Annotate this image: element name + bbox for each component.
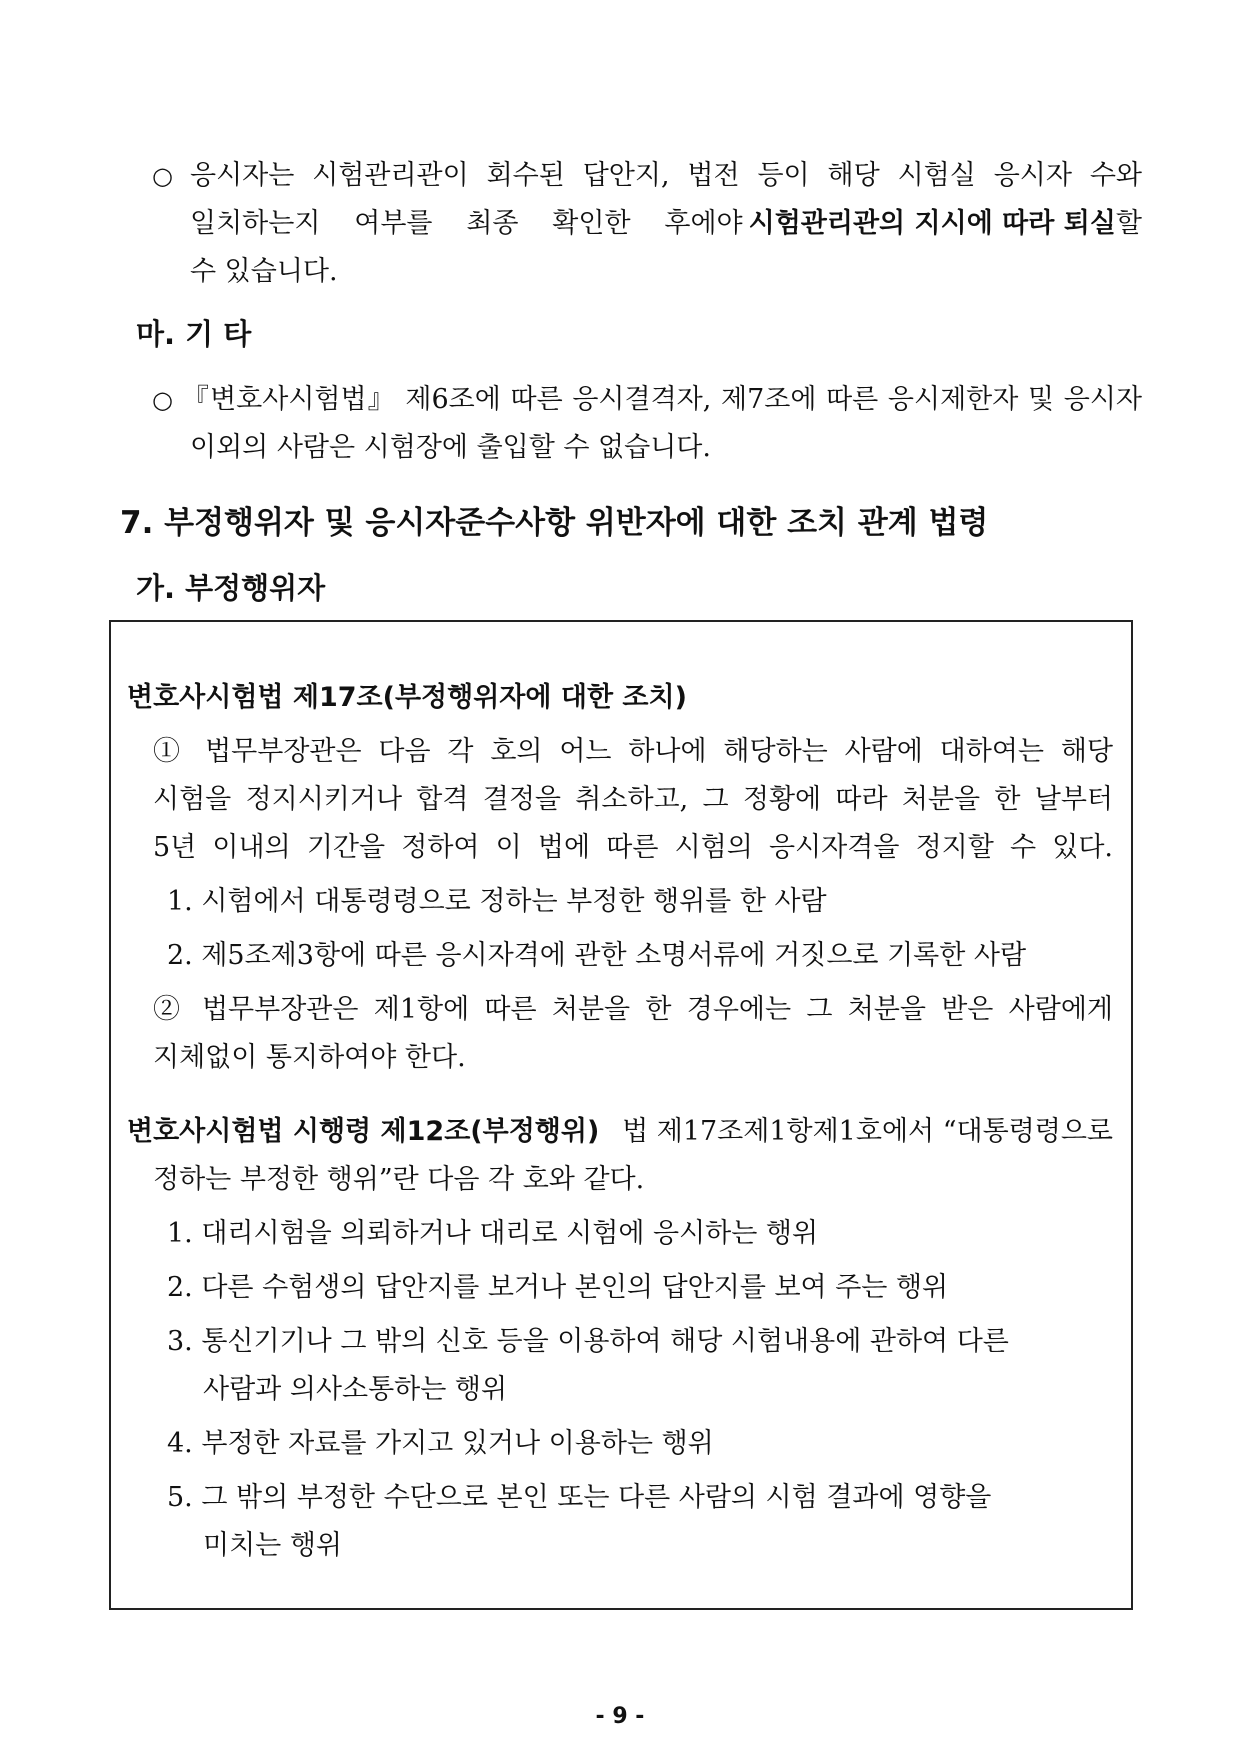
decree-12-item-3-line-1: 3. 통신기기나 그 밖의 신호 등을 이용하여 해당 시험내용에 관하여 다른	[167, 1326, 1009, 1357]
decree-12-item-1: 1. 대리시험을 의뢰하거나 대리로 시험에 응시하는 행위	[167, 1218, 819, 1249]
decree-12-item-5-line-2: 미치는 행위	[203, 1530, 342, 1561]
law-17-p2-line-2: 지체없이 통지하여야 한다.	[153, 1042, 466, 1073]
section-heading-cheaters: 가. 부정행위자	[136, 571, 326, 605]
notice-exit-line-1: 응시자는 시험관리관이 회수된 답안지, 법전 등이 해당 시험실 응시자 수와	[190, 160, 1142, 191]
section-heading-misc: 마. 기 타	[136, 317, 252, 351]
notice-exit-line-2-plain: 일치하는지 여부를 최종 확인한 후에야	[190, 208, 743, 239]
notice-exit-line-2	[190, 200, 1142, 248]
legal-text-box	[109, 620, 1133, 1610]
law-17-item-1: 1. 시험에서 대통령령으로 정하는 부정한 행위를 한 사람	[167, 886, 827, 917]
law-17-p1-line-3: 5년 이내의 기간을 정하여 이 법에 따른 시험의 응시자격을 정지할 수 있다.	[153, 832, 1113, 863]
decree-12-item-2: 2. 다른 수험생의 답안지를 보거나 본인의 답안지를 보여 주는 행위	[167, 1272, 949, 1303]
law-17-title: 변호사시험법 제17조(부정행위자에 대한 조치)	[127, 682, 687, 713]
entry-restriction-line-1: 『변호사시험법』 제6조에 따른 응시결격자, 제7조에 따른 응시제한자 및 응시자	[182, 384, 1142, 415]
law-17-p1-line-1: ① 법무부장관은 다음 각 호의 어느 하나에 해당하는 사람에 대하여는 해당	[153, 736, 1113, 767]
decree-12-title: 변호사시험법 시행령 제12조(부정행위)	[127, 1116, 600, 1147]
decree-12-item-5-line-1: 5. 그 밖의 부정한 수단으로 본인 또는 다른 사람의 시험 결과에 영향을	[167, 1482, 992, 1513]
decree-12-item-3-line-2: 사람과 의사소통하는 행위	[203, 1374, 508, 1405]
entry-restriction-line-2: 이외의 사람은 시험장에 출입할 수 없습니다.	[190, 432, 711, 463]
bullet-circle-icon: ○	[152, 386, 173, 414]
law-17-p1-line-2: 시험을 정지시키거나 합격 결정을 취소하고, 그 정황에 따라 처분을 한 날부터	[153, 784, 1113, 815]
decree-12-line-1-rest: 법 제17조제1항제1호에서 “대통령령으로	[622, 1116, 1113, 1147]
page-number: - 9 -	[595, 1704, 645, 1729]
law-17-item-2: 2. 제5조제3항에 따른 응시자격에 관한 소명서류에 거짓으로 기록한 사람	[167, 940, 1027, 971]
notice-exit-emphasis: 시험관리관의 지시에 따라 퇴실	[748, 208, 1116, 239]
notice-exit-line-2-tail: 할	[1115, 208, 1142, 239]
law-17-p2-line-1: ② 법무부장관은 제1항에 따른 처분을 한 경우에는 그 처분을 받은 사람에게	[153, 994, 1113, 1025]
decree-12-item-4: 4. 부정한 자료를 가지고 있거나 이용하는 행위	[167, 1428, 714, 1459]
decree-12-line-2: 정하는 부정한 행위”란 다음 각 호와 같다.	[153, 1164, 645, 1195]
section-heading-7: 7. 부정행위자 및 응시자준수사항 위반자에 대한 조치 관계 법령	[120, 505, 989, 541]
bullet-circle-icon: ○	[152, 162, 173, 190]
decree-12-line-1	[127, 1108, 1113, 1156]
notice-exit-line-3: 수 있습니다.	[190, 256, 338, 287]
